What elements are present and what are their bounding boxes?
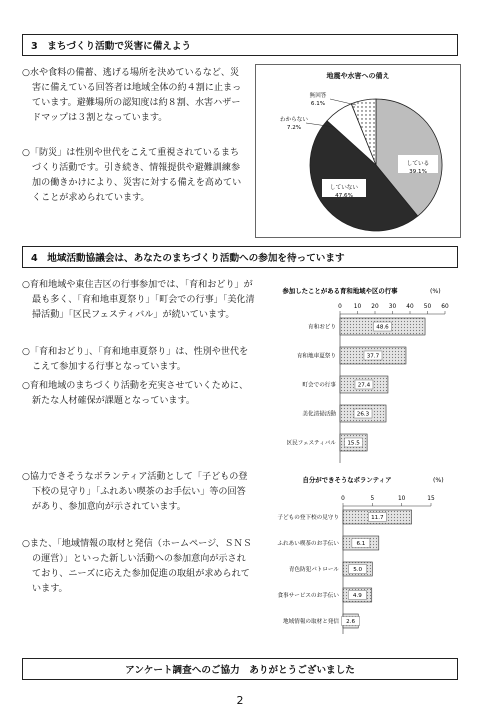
events-chart-category-3: 美化清掃活動	[302, 411, 336, 418]
volunteer-bar-chart	[255, 474, 461, 634]
pie-leader-3	[330, 99, 356, 105]
volunteer-chart-tick-1: 5	[370, 496, 375, 502]
events-chart-value-4: 15.5	[347, 440, 360, 447]
events-chart-tick-6: 60	[441, 304, 449, 310]
events-chart-tick-3: 30	[388, 304, 397, 310]
volunteer-chart-category-3: 食事サービスのお手伝い	[277, 593, 339, 599]
pie-label-2-1: 7.2%	[286, 125, 302, 131]
volunteer-chart-tick-2: 10	[397, 496, 406, 502]
volunteer-chart-title: 自分ができそうなボランティア	[302, 476, 392, 484]
pie-chart-title: 地震や水害への備え	[326, 72, 390, 80]
volunteer-chart-value-2: 5.0	[353, 567, 363, 573]
section3-paragraph-2: ○「防災」は性別や世代をこえて重視されているまちづくり活動です。引き続き、情報提供や避難訓練参加の働きかけにより、災害に対する備えを高めていくことが求められています。	[22, 148, 242, 203]
events-chart-tick-1: 10	[353, 304, 362, 310]
volunteer-chart-category-4: 地域情報の取材と発信	[283, 619, 339, 625]
section3-paragraph-1: ○水や食料の備蓄、逃げる場所を決めているなど、災害に備えている回答者は地域全体の約４割に止まっています。避難場所の認知度は約８割、水害ハザードマップは３割となっています。	[22, 68, 242, 123]
section4-header: 4 地域活動協議会は、あなたのまちづくり活動への参加を待っています	[22, 246, 458, 268]
pie-chart	[256, 65, 460, 235]
pie-label-0-0: している	[406, 161, 430, 167]
section3-header: 3 まちづくり活動で災害に備えよう	[22, 34, 458, 56]
volunteer-chart-category-2: 青色防犯パトロール	[288, 567, 339, 573]
volunteer-chart-value-0: 11.7	[371, 515, 384, 521]
section4-paragraph-3: ○育和地域のまちづくり活動を充実させていくために、新たな人材確保が課題となっています。	[22, 381, 249, 406]
pie-label-2-0: わからない	[280, 117, 308, 123]
section4-paragraph-1: ○育和地域や東住吉区の行事参加では、「育和おどり」が最も多く、「育和地車夏祭り」「町会での行事」「美化清掃活動」「区民フェスティバル」が続いています。	[22, 280, 255, 320]
events-chart-title: 参加したことがある育和地域や区の行事	[282, 287, 398, 295]
events-chart-value-2: 27.4	[357, 382, 371, 389]
section4-paragraph-4: ○協力できそうなボランティア活動として「子どもの登下校の見守り」「ふれあい喫茶のお手伝い」等の回答があり、参加意向が示されています。	[22, 472, 248, 512]
volunteer-chart-value-1: 6.1	[356, 541, 366, 547]
events-chart-category-0: 育和おどり	[308, 324, 336, 331]
volunteer-chart-value-4: 2.6	[346, 619, 356, 625]
events-chart-tick-2: 20	[371, 304, 379, 310]
events-chart-tick-5: 50	[423, 304, 432, 310]
section4-paragraph-2: ○「育和おどり」、「育和地車夏祭り」は、性別や世代をこえて参加する行事となっています。	[22, 347, 249, 372]
events-chart-value-0: 48.6	[376, 324, 389, 331]
footer-thanks: アンケート調査へのご協力 ありがとうございました	[22, 658, 458, 680]
pie-label-1-0: していない	[330, 185, 358, 191]
events-chart-frame	[262, 278, 461, 468]
events-chart-category-2: 町会での行事	[302, 382, 336, 389]
pie-label-1-1: 47.6%	[335, 193, 353, 199]
events-chart-category-1: 育和地車夏祭り	[296, 353, 336, 360]
volunteer-chart-tick-0: 0	[341, 496, 345, 502]
volunteer-chart-tick-3: 15	[427, 496, 435, 502]
pie-label-3-0: 無回答	[309, 93, 327, 99]
events-chart-value-3: 26.3	[356, 411, 370, 418]
volunteer-chart-frame	[255, 474, 461, 634]
section4-paragraph-5: ○また、「地域情報の取材と発信（ホームページ、ＳＮＳの運営）」といった新しい活動への参加意向が示されており、ニーズに応えた参加促進の取組が求められています。	[22, 539, 252, 594]
pie-chart-frame	[255, 64, 461, 238]
volunteer-chart-unit: (%)	[433, 477, 444, 484]
pie-label-3-1: 6.1%	[310, 101, 326, 107]
events-chart-category-4: 区民フェスティバル	[286, 440, 336, 447]
events-chart-tick-4: 40	[406, 304, 414, 310]
events-bar-chart	[262, 278, 461, 468]
events-chart-tick-0: 0	[338, 304, 342, 310]
volunteer-chart-category-0: 子どもの登下校の見守り	[277, 515, 339, 521]
volunteer-chart-value-3: 4.9	[352, 593, 362, 599]
events-chart-value-1: 37.7	[366, 353, 380, 360]
pie-label-0-1: 39.1%	[409, 169, 427, 175]
page-number: 2	[236, 694, 244, 707]
volunteer-chart-category-1: ふれあい喫茶のお手伝い	[277, 541, 339, 547]
events-chart-unit: (%)	[430, 288, 441, 295]
